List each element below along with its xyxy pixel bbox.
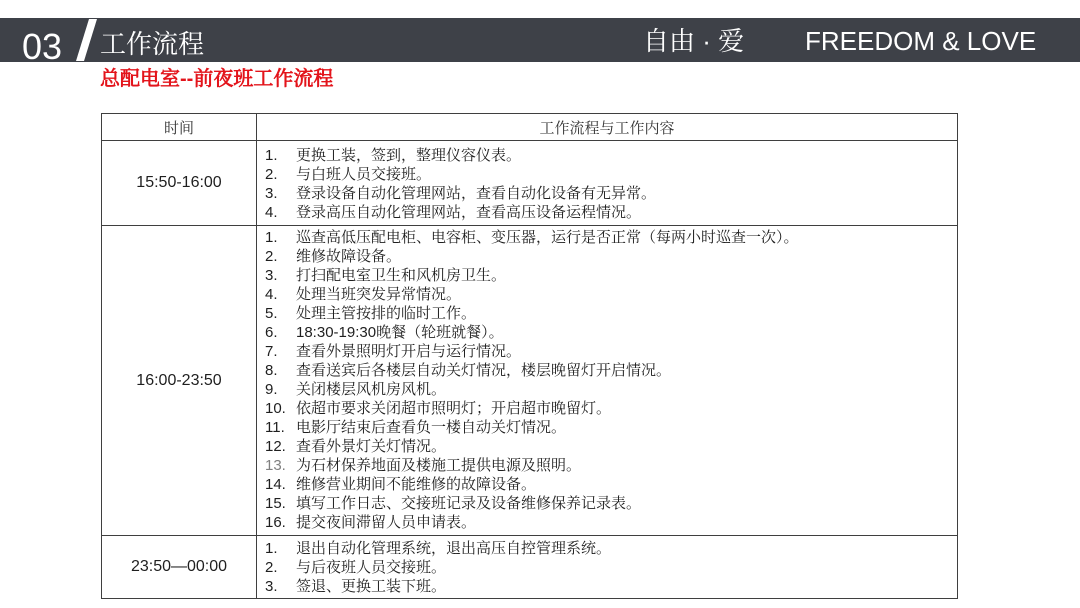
- slash-divider: [70, 18, 102, 62]
- step-text: 电影厅结束后查看负一楼自动关灯情况。: [296, 419, 567, 436]
- step-item: [265, 513, 957, 532]
- time-cell: 16:00-23:50: [102, 225, 257, 535]
- column-header-content: 工作流程与工作内容: [539, 119, 675, 137]
- page-subtitle: 总配电室--前夜班工作流程: [100, 68, 334, 90]
- step-number: 2.: [265, 166, 278, 183]
- time-cell: 15:50-16:00: [102, 140, 257, 225]
- step-text: 关闭楼层风机房风机。: [296, 381, 447, 398]
- workflow-table: [101, 113, 958, 599]
- step-number: 1.: [265, 229, 278, 246]
- step-text: 维修营业期间不能维修的故障设备。: [296, 476, 537, 493]
- step-item: [265, 266, 957, 285]
- step-text: 提交夜间滞留人员申请表。: [296, 514, 477, 531]
- step-text: 18:30-19:30晚餐（轮班就餐）。: [296, 324, 504, 341]
- step-number: 4.: [265, 286, 278, 303]
- content-cell: [257, 140, 957, 225]
- step-item: [265, 361, 957, 380]
- step-number: 9.: [265, 381, 278, 398]
- step-text: 维修故障设备。: [296, 248, 402, 265]
- slogan-english: FREEDOM & LOVE: [805, 26, 1037, 56]
- step-number: 10.: [265, 400, 286, 417]
- step-text: 登录设备自动化管理网站，查看自动化设备有无异常。: [296, 185, 657, 202]
- step-number: 7.: [265, 343, 278, 360]
- step-text: 填写工作日志、交接班记录及设备维修保养记录表。: [296, 495, 642, 512]
- step-item: [265, 342, 957, 361]
- step-number: 5.: [265, 305, 278, 322]
- step-item: [265, 285, 957, 304]
- section-title: 工作流程: [100, 29, 205, 59]
- step-text: 巡查高低压配电柜、电容柜、变压器，运行是否正常（每两小时巡查一次）。: [296, 229, 799, 246]
- step-number: 15.: [265, 495, 286, 512]
- step-item: [265, 228, 957, 247]
- step-item: [265, 558, 957, 577]
- time-cell: 23:50—00:00: [102, 535, 257, 598]
- step-text: 登录高压自动化管理网站，查看高压设备运程情况。: [296, 204, 642, 221]
- step-number: 2.: [265, 248, 278, 265]
- step-number: 16.: [265, 514, 286, 531]
- step-item: [265, 399, 957, 418]
- content-cell: [257, 225, 957, 535]
- step-item: [265, 146, 957, 165]
- step-number: 12.: [265, 438, 286, 455]
- step-item: [265, 437, 957, 456]
- step-number: 3.: [265, 185, 278, 202]
- section-number: 03: [22, 26, 63, 67]
- step-number: 8.: [265, 362, 278, 379]
- step-number: 4.: [265, 204, 278, 221]
- step-number: 3.: [265, 578, 278, 595]
- step-item: [265, 304, 957, 323]
- step-text: 处理主管按排的临时工作。: [296, 305, 477, 322]
- content-cell: [257, 535, 957, 598]
- step-number: 3.: [265, 267, 278, 284]
- step-text: 退出自动化管理系统，退出高压自控管理系统。: [296, 540, 612, 557]
- step-item: [265, 203, 957, 222]
- step-number: 13.: [265, 457, 286, 474]
- step-item: [265, 577, 957, 596]
- step-item: [265, 165, 957, 184]
- step-number: 2.: [265, 559, 278, 576]
- step-text: 打扫配电室卫生和风机房卫生。: [296, 267, 507, 284]
- step-text: 处理当班突发异常情况。: [296, 286, 462, 303]
- step-item: [265, 380, 957, 399]
- step-number: 11.: [265, 419, 285, 436]
- step-number: 14.: [265, 476, 286, 493]
- step-item: [265, 247, 957, 266]
- step-item: [265, 475, 957, 494]
- step-number: 6.: [265, 324, 278, 341]
- step-text: 更换工装，签到，整理仪容仪表。: [296, 147, 522, 164]
- step-text: 查看外景灯关灯情况。: [296, 438, 447, 455]
- column-header-time: 时间: [102, 114, 257, 140]
- step-item: [265, 184, 957, 203]
- slogan-chinese: 自由 · 爱: [643, 26, 745, 56]
- step-item: [265, 323, 957, 342]
- step-text: 查看外景照明灯开启与运行情况。: [296, 343, 522, 360]
- step-number: 1.: [265, 540, 278, 557]
- step-item: [265, 539, 957, 558]
- step-text: 为石材保养地面及楼施工提供电源及照明。: [296, 457, 582, 474]
- step-text: 与白班人员交接班。: [296, 166, 432, 183]
- step-text: 签退、更换工装下班。: [296, 578, 447, 595]
- step-text: 与后夜班人员交接班。: [296, 559, 447, 576]
- step-text: 查看送宾后各楼层自动关灯情况，楼层晚留灯开启情况。: [296, 362, 672, 379]
- step-item: [265, 494, 957, 513]
- header-bar: [0, 18, 1080, 67]
- step-item: [265, 456, 957, 475]
- step-item: [265, 418, 957, 437]
- step-text: 依超市要求关闭超市照明灯；开启超市晚留灯。: [296, 400, 612, 417]
- step-number: 1.: [265, 147, 278, 164]
